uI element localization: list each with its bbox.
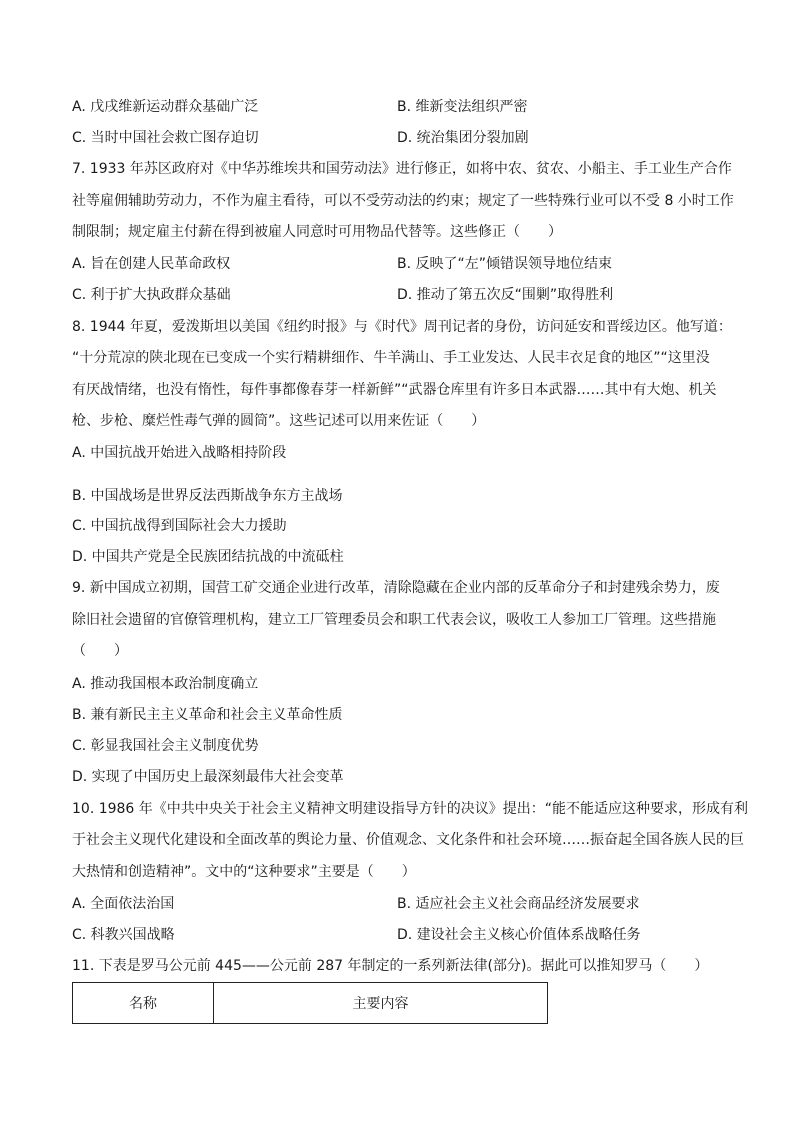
- q11-stem: 11. 下表是罗马公元前 445——公元前 287 年制定的一系列新法律(部分)。据此可以推知罗马（ ）: [72, 958, 709, 974]
- q7-option-c: C. 利于扩大执政群众基础: [72, 287, 231, 303]
- q7-stem-line-1: 7. 1933 年苏区政府对《中华苏维埃共和国劳动法》进行修正，如将中农、贫农、小船主、手工业生产合作: [72, 161, 732, 177]
- q6-option-d: D. 统治集团分裂加剧: [397, 130, 529, 146]
- q7-option-d: D. 推动了第五次反“围剿”取得胜利: [397, 287, 614, 303]
- q6-option-c: C. 当时中国社会救亡图存迫切: [72, 130, 259, 146]
- q8-stem-line-1: 8. 1944 年夏，爱泼斯坦以美国《纽约时报》与《时代》周刊记者的身份，访问延安和晋绥边区。他写道：: [72, 319, 732, 335]
- q9-stem-line-1: 9. 新中国成立初期，国营工矿交通企业进行改革，清除隐藏在企业内部的反革命分子和封建残余势力，废: [72, 580, 720, 596]
- q10-option-c: C. 科教兴国战略: [72, 927, 175, 943]
- q9-option-b: B. 兼有新民主主义革命和社会主义革命性质: [72, 707, 343, 723]
- table-header-content: 主要内容: [352, 996, 409, 1012]
- q10-option-a: A. 全面依法治国: [72, 896, 175, 912]
- q10-option-b: B. 适应社会主义社会商品经济发展要求: [397, 896, 640, 912]
- q8-option-d: D. 中国共产党是全民族团结抗战的中流砥柱: [72, 549, 344, 565]
- q10-stem-line-2: 于社会主义现代化建设和全面改革的舆论力量、价值观念、文化条件和社会环境……振奋起全国各族人民的巨: [72, 832, 744, 848]
- law-table-header: [72, 982, 548, 1024]
- q8-stem-line-4: 枪、步枪、糜烂性毒气弹的圆筒”。这些记述可以用来佐证（ ）: [72, 413, 486, 429]
- q9-stem-line-2: 除旧社会遗留的官僚管理机构，建立工厂管理委员会和职工代表会议，吸收工人参加工厂管理。这些措施: [72, 612, 716, 628]
- q10-stem-line-1: 10. 1986 年《中共中央关于社会主义精神文明建设指导方针的决议》提出：“能不能适应这种要求，形成有利: [72, 801, 749, 817]
- q7-stem-line-3: 制限制；规定雇主付薪在得到被雇人同意时可用物品代替等。这些修正（ ）: [72, 224, 562, 240]
- q8-stem-line-3: 有厌战情绪，也没有惰性，每件事都像春芽一样新鲜”“武器仓库里有许多日本武器……其中有大炮、机关: [72, 382, 717, 398]
- table-header-name: 名称: [73, 983, 214, 1023]
- q8-stem-line-2: “十分荒凉的陕北现在已变成一个实行精耕细作、牛羊满山、手工业发达、人民丰衣足食的地区”“这里没: [72, 350, 710, 366]
- q7-option-b: B. 反映了“左”倾错误领导地位结束: [397, 256, 613, 272]
- q8-option-b: B. 中国战场是世界反法西斯战争东方主战场: [72, 488, 343, 504]
- q7-option-a: A. 旨在创建人民革命政权: [72, 256, 231, 272]
- q10-stem-line-3: 大热情和创造精神”。文中的“这种要求”主要是（ ）: [72, 864, 416, 880]
- q8-option-a: A. 中国抗战开始进入战略相持阶段: [72, 445, 287, 461]
- q9-option-c: C. 彰显我国社会主义制度优势: [72, 738, 259, 754]
- q8-option-c: C. 中国抗战得到国际社会大力援助: [72, 518, 287, 534]
- q9-option-a: A. 推动我国根本政治制度确立: [72, 676, 259, 692]
- q6-option-a: A. 戊戌维新运动群众基础广泛: [72, 99, 259, 115]
- q9-option-d: D. 实现了中国历史上最深刻最伟大社会变革: [72, 769, 344, 785]
- q7-stem-line-2: 社等雇佣辅助劳动力，不作为雇主看待，可以不受劳动法的约束；规定了一些特殊行业可以不受 8 小时工作: [72, 193, 734, 209]
- q6-option-b: B. 维新变法组织严密: [397, 99, 528, 115]
- q9-stem-line-3: （ ）: [72, 643, 128, 659]
- q10-option-d: D. 建设社会主义核心价值体系战略任务: [397, 927, 641, 943]
